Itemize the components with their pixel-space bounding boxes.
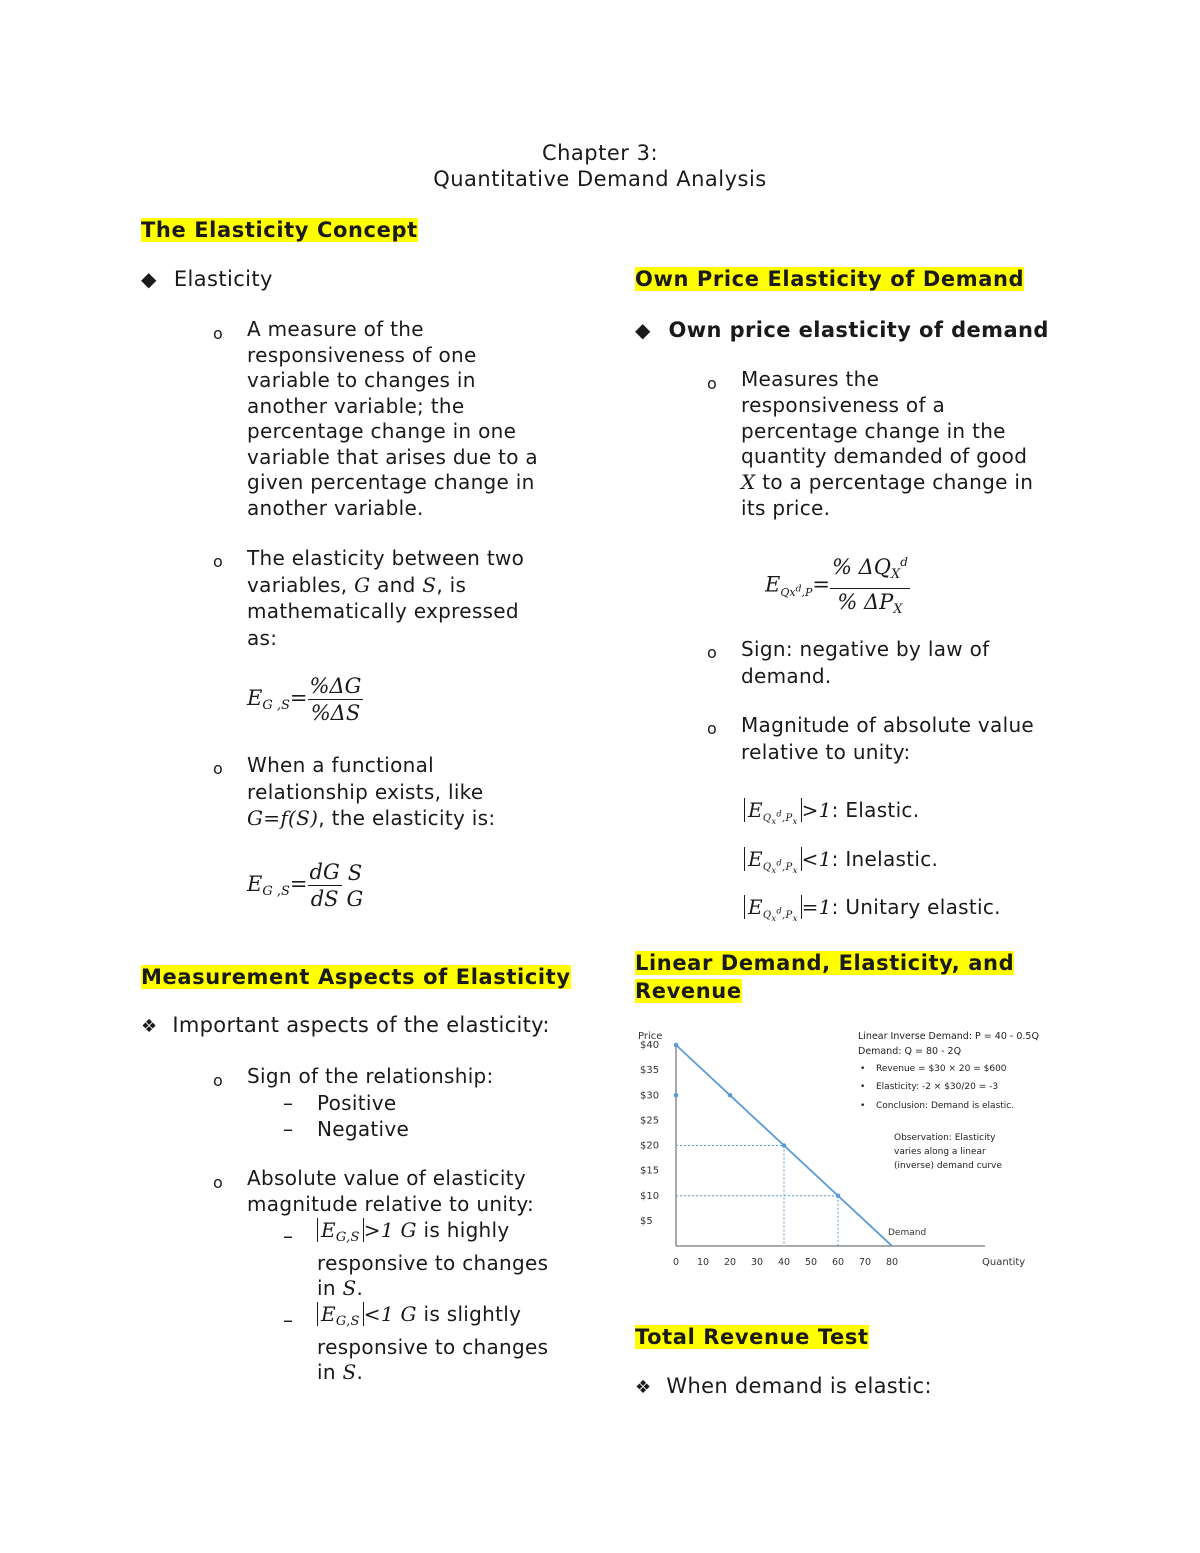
x-tick-label: 0 bbox=[672, 1257, 680, 1268]
guide-lines bbox=[676, 1146, 838, 1247]
bullet-elasticity: ◆ Elasticity bbox=[141, 267, 273, 291]
page-title: Quantitative Demand Analysis bbox=[433, 167, 767, 191]
demand-point bbox=[836, 1193, 841, 1198]
circle-bullet-icon: o bbox=[213, 324, 223, 343]
x-axis-label: Quantity bbox=[982, 1257, 1026, 1268]
x-tick-label: 50 bbox=[804, 1257, 818, 1268]
circle-bullet-icon: o bbox=[707, 643, 717, 662]
highly-responsive-item: $E_{G,S} >1$ G is highly responsive to changes in S. bbox=[317, 1218, 549, 1300]
x-tick-label: 20 bbox=[723, 1257, 737, 1268]
demand-point bbox=[674, 1043, 679, 1048]
circle-bullet-icon: o bbox=[707, 719, 717, 738]
dash-bullet-icon: – bbox=[283, 1117, 293, 1141]
dash-bullet-icon: – bbox=[283, 1308, 293, 1332]
annotation-revenue: Revenue = $30 × 20 = $600 bbox=[876, 1064, 1007, 1074]
annotation-demand: Demand: Q = 80 - 2Q bbox=[858, 1046, 962, 1057]
section-heading-elasticity-concept: The Elasticity Concept bbox=[141, 218, 418, 242]
x-tick-label: 70 bbox=[858, 1257, 872, 1268]
case-unitary: $E_{Q_x^d,P_x} =1$: Unitary elastic. bbox=[744, 889, 1001, 938]
bullet-own-price: ◆ Own price elasticity of demand bbox=[635, 318, 1049, 342]
case-inelastic: $E_{Q_x^d,P_x} <1$: Inelastic. bbox=[744, 841, 1001, 890]
x-tick-label: 60 bbox=[831, 1257, 845, 1268]
annotation-conclusion: Conclusion: Demand is elastic. bbox=[876, 1101, 1015, 1111]
elasticity-cases bbox=[744, 792, 1001, 938]
x-tick-label: 10 bbox=[696, 1257, 710, 1268]
slightly-responsive-item: $E_{G,S} <1$ G is slightly responsive to changes in S. bbox=[317, 1302, 549, 1384]
y-tick-label: $30 bbox=[640, 1090, 660, 1102]
observation-line: varies along a linear bbox=[894, 1147, 986, 1157]
definition-paragraph: A measure of the responsiveness of one variable to changes in another variable; the percentage change in one variable that arises due to a given percentage change in another variable. bbox=[247, 317, 538, 520]
circle-bullet-icon: o bbox=[213, 1173, 223, 1192]
section-heading-own-price: Own Price Elasticity of Demand bbox=[635, 267, 1025, 291]
functional-relationship-paragraph: When a functional relationship exists, like G=f(S), the elasticity is: bbox=[247, 753, 496, 830]
sign-positive: Positive bbox=[317, 1091, 397, 1115]
x-tick-label: 30 bbox=[750, 1257, 764, 1268]
chapter-label: Chapter 3: bbox=[541, 141, 659, 165]
section-heading-measurement-aspects: Measurement Aspects of Elasticity bbox=[141, 965, 571, 989]
observation-line: Observation: Elasticity bbox=[894, 1133, 996, 1143]
section-heading-total-revenue: Total Revenue Test bbox=[635, 1325, 869, 1349]
y-tick-label: $25 bbox=[640, 1115, 660, 1127]
annotation-bullet: • bbox=[860, 1082, 866, 1092]
sign-relationship: Sign of the relationship: bbox=[247, 1064, 494, 1088]
demand-point bbox=[674, 1093, 679, 1098]
section-heading-linear-demand: Linear Demand, Elasticity, and Revenue bbox=[635, 951, 1015, 1003]
y-tick-label: $20 bbox=[640, 1140, 660, 1152]
circle-bullet-icon: o bbox=[213, 552, 223, 571]
sign-negative: Negative bbox=[317, 1117, 410, 1141]
dash-bullet-icon: – bbox=[283, 1091, 293, 1115]
annotation-bullet: • bbox=[860, 1101, 866, 1111]
y-tick-label: $35 bbox=[640, 1065, 660, 1077]
elasticity-between-paragraph: The elasticity between two variables, G and S, is mathematically expressed as: bbox=[247, 546, 525, 650]
observation-line: (inverse) demand curve bbox=[894, 1161, 1002, 1171]
demand-curve-label: Demand bbox=[888, 1228, 927, 1238]
y-tick-label: $40 bbox=[640, 1040, 660, 1051]
absolute-value-paragraph: Absolute value of elasticity magnitude relative to unity: bbox=[247, 1166, 535, 1216]
bullet-elastic-demand: ❖ When demand is elastic: bbox=[635, 1374, 932, 1398]
circle-bullet-icon: o bbox=[707, 374, 717, 393]
case-elastic: $E_{Q_x^d,P_x} >1$: Elastic. bbox=[744, 792, 1001, 841]
y-tick-label: $5 bbox=[640, 1215, 653, 1227]
circle-bullet-icon: o bbox=[213, 1071, 223, 1090]
y-tick-label: $10 bbox=[640, 1190, 660, 1202]
demand-point bbox=[728, 1093, 733, 1098]
x-ticks bbox=[673, 1257, 898, 1268]
annotation-bullet: • bbox=[860, 1064, 866, 1074]
four-diamond-bullet-icon: ❖ bbox=[141, 1016, 158, 1037]
annotation-elasticity: Elasticity: -2 × $30/20 = -3 bbox=[876, 1082, 999, 1092]
bullet-important-aspects: ❖ Important aspects of the elasticity: bbox=[141, 1013, 550, 1037]
x-tick-label: 80 bbox=[885, 1257, 899, 1268]
diamond-bullet-icon: ◆ bbox=[141, 267, 157, 291]
equation-elasticity-percent: EG ,S= $\frac{\%\Delta G}{\%\Delta S}$ bbox=[247, 674, 362, 725]
diamond-bullet-icon: ◆ bbox=[635, 318, 651, 342]
dash-bullet-icon: – bbox=[283, 1224, 293, 1248]
equation-own-price-elasticity: EQx$^d$,P= $\frac{\% \Delta QX^d}{\text{\% ΔPX}}$ bbox=[765, 549, 910, 623]
sign-negative-paragraph: Sign: negative by law of demand. bbox=[741, 637, 990, 688]
own-price-definition: Measures the responsiveness of a percentage change in the quantity demanded of good X to a percentage change in its price. bbox=[741, 367, 1034, 520]
demand-point bbox=[782, 1143, 787, 1148]
abs-elasticity-expression: $E_{G,S}$ bbox=[317, 1302, 364, 1326]
x-tick-label: 40 bbox=[777, 1257, 791, 1268]
y-ticks bbox=[640, 1040, 659, 1227]
y-tick-label: $15 bbox=[640, 1165, 660, 1177]
abs-elasticity-expression: $E_{G,S}$ bbox=[317, 1218, 364, 1242]
y-axis-label: Price bbox=[638, 1031, 663, 1042]
four-diamond-bullet-icon: ❖ bbox=[635, 1377, 652, 1398]
linear-demand-chart bbox=[630, 1025, 1070, 1275]
magnitude-paragraph: Magnitude of absolute value relative to unity: bbox=[741, 713, 1035, 764]
annotation-inverse-demand: Linear Inverse Demand: P = 40 - 0.5Q bbox=[858, 1031, 1039, 1042]
equation-elasticity-derivative: EG ,S= $\frac{dG}{dS}$ S G bbox=[247, 860, 364, 911]
circle-bullet-icon: o bbox=[213, 759, 223, 778]
